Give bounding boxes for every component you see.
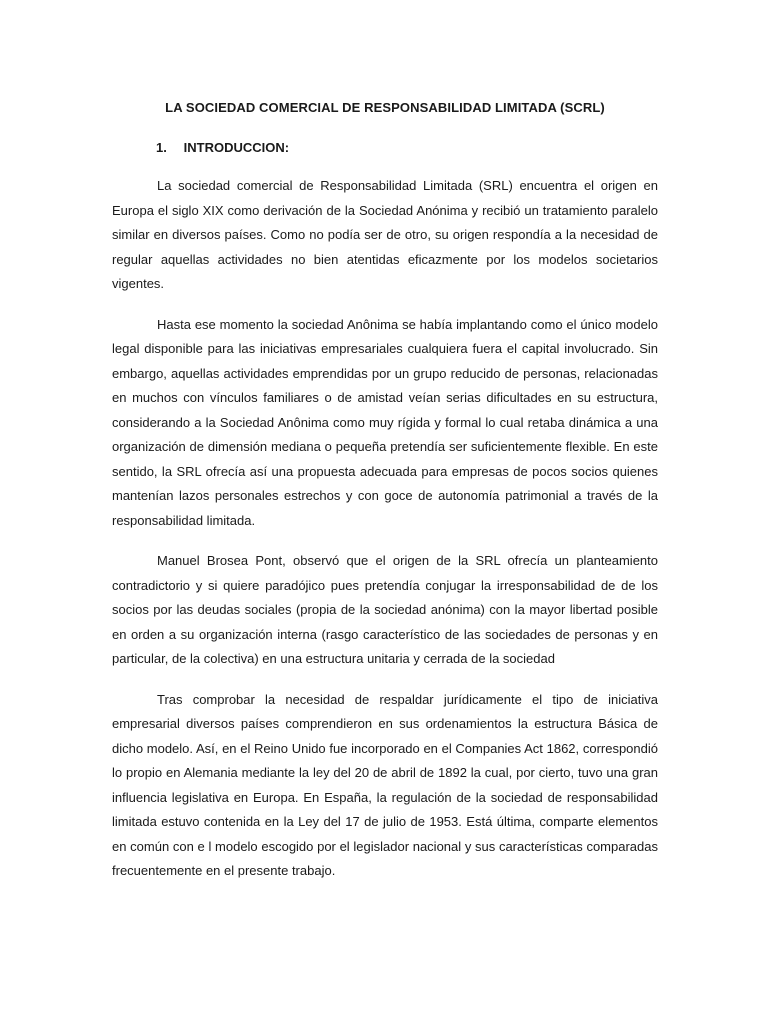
document-title: LA SOCIEDAD COMERCIAL DE RESPONSABILIDAD LIMITADA (SCRL) (165, 100, 605, 115)
paragraph-3: Manuel Brosea Pont, observó que el origen de la SRL ofrecía un planteamiento contradictorio y si quiere paradójico pues pretendía conjugar la irresponsabilidad de de los socios por las deudas sociales (propia de la sociedad anónima) con la mayor libertad posible en orden a su organización interna (rasgo característico de las sociedades de personas y en particular, de la colectiva) en una estructura unitaria y cerrada de la sociedad (112, 553, 658, 666)
document-page (112, 96, 658, 884)
section-number: 1. (156, 140, 167, 155)
section-title: INTRODUCCION: (183, 140, 290, 155)
paragraph-4: Tras comprobar la necesidad de respaldar jurídicamente el tipo de iniciativa empresarial diversos países comprendieron en sus ordenamientos la estructura Básica de dicho modelo. Así, en el Reino Unido fue incorporado en el Companies Act 1862, correspondió lo propio en Alemania mediante la ley del 20 de abril de 1892 la cual, por cierto, tuvo una gran influencia legislativa en Europa. En España, la regulación de la sociedad de responsabilidad limitada estuvo contenida en la Ley del 17 de julio de 1953. Está última, comparte elementos en común con e l modelo escogido por el legislador nacional y sus características comparadas frecuentemente en el presente trabajo. (112, 691, 658, 878)
paragraph-2: Hasta ese momento la sociedad Anônima se había implantando como el único modelo legal disponible para las iniciativas empresariales cualquiera fuera el capital involucrado. Sin embargo, aquellas actividades emprendidas por un grupo reducido de personas, relacionadas en muchos con vínculos familiares o de amistad veían serias dificultades en su estructura, considerando a la Sociedad Anônima como muy rígida y formal lo cual retaba dinámica a una organización de dimensión mediana o pequeña pretendía ser suficientemente flexible. En este sentido, la SRL ofrecía así una propuesta adecuada para empresas de pocos socios quienes mantenían lazos personales estrechos y con goce de autonomía patrimonial a través de la responsabilidad limitada. (112, 316, 658, 528)
section-heading (112, 136, 658, 160)
paragraph-1: La sociedad comercial de Responsabilidad Limitada (SRL) encuentra el origen en Europa el siglo XIX como derivación de la Sociedad Anónima y recibió un tratamiento paralelo similar en diversos países. Como no podía ser de otro, su origen respondía a la necesidad de regular aquellas actividades no bien atentidas eficazmente por los modelos societarios vigentes. (112, 178, 658, 291)
